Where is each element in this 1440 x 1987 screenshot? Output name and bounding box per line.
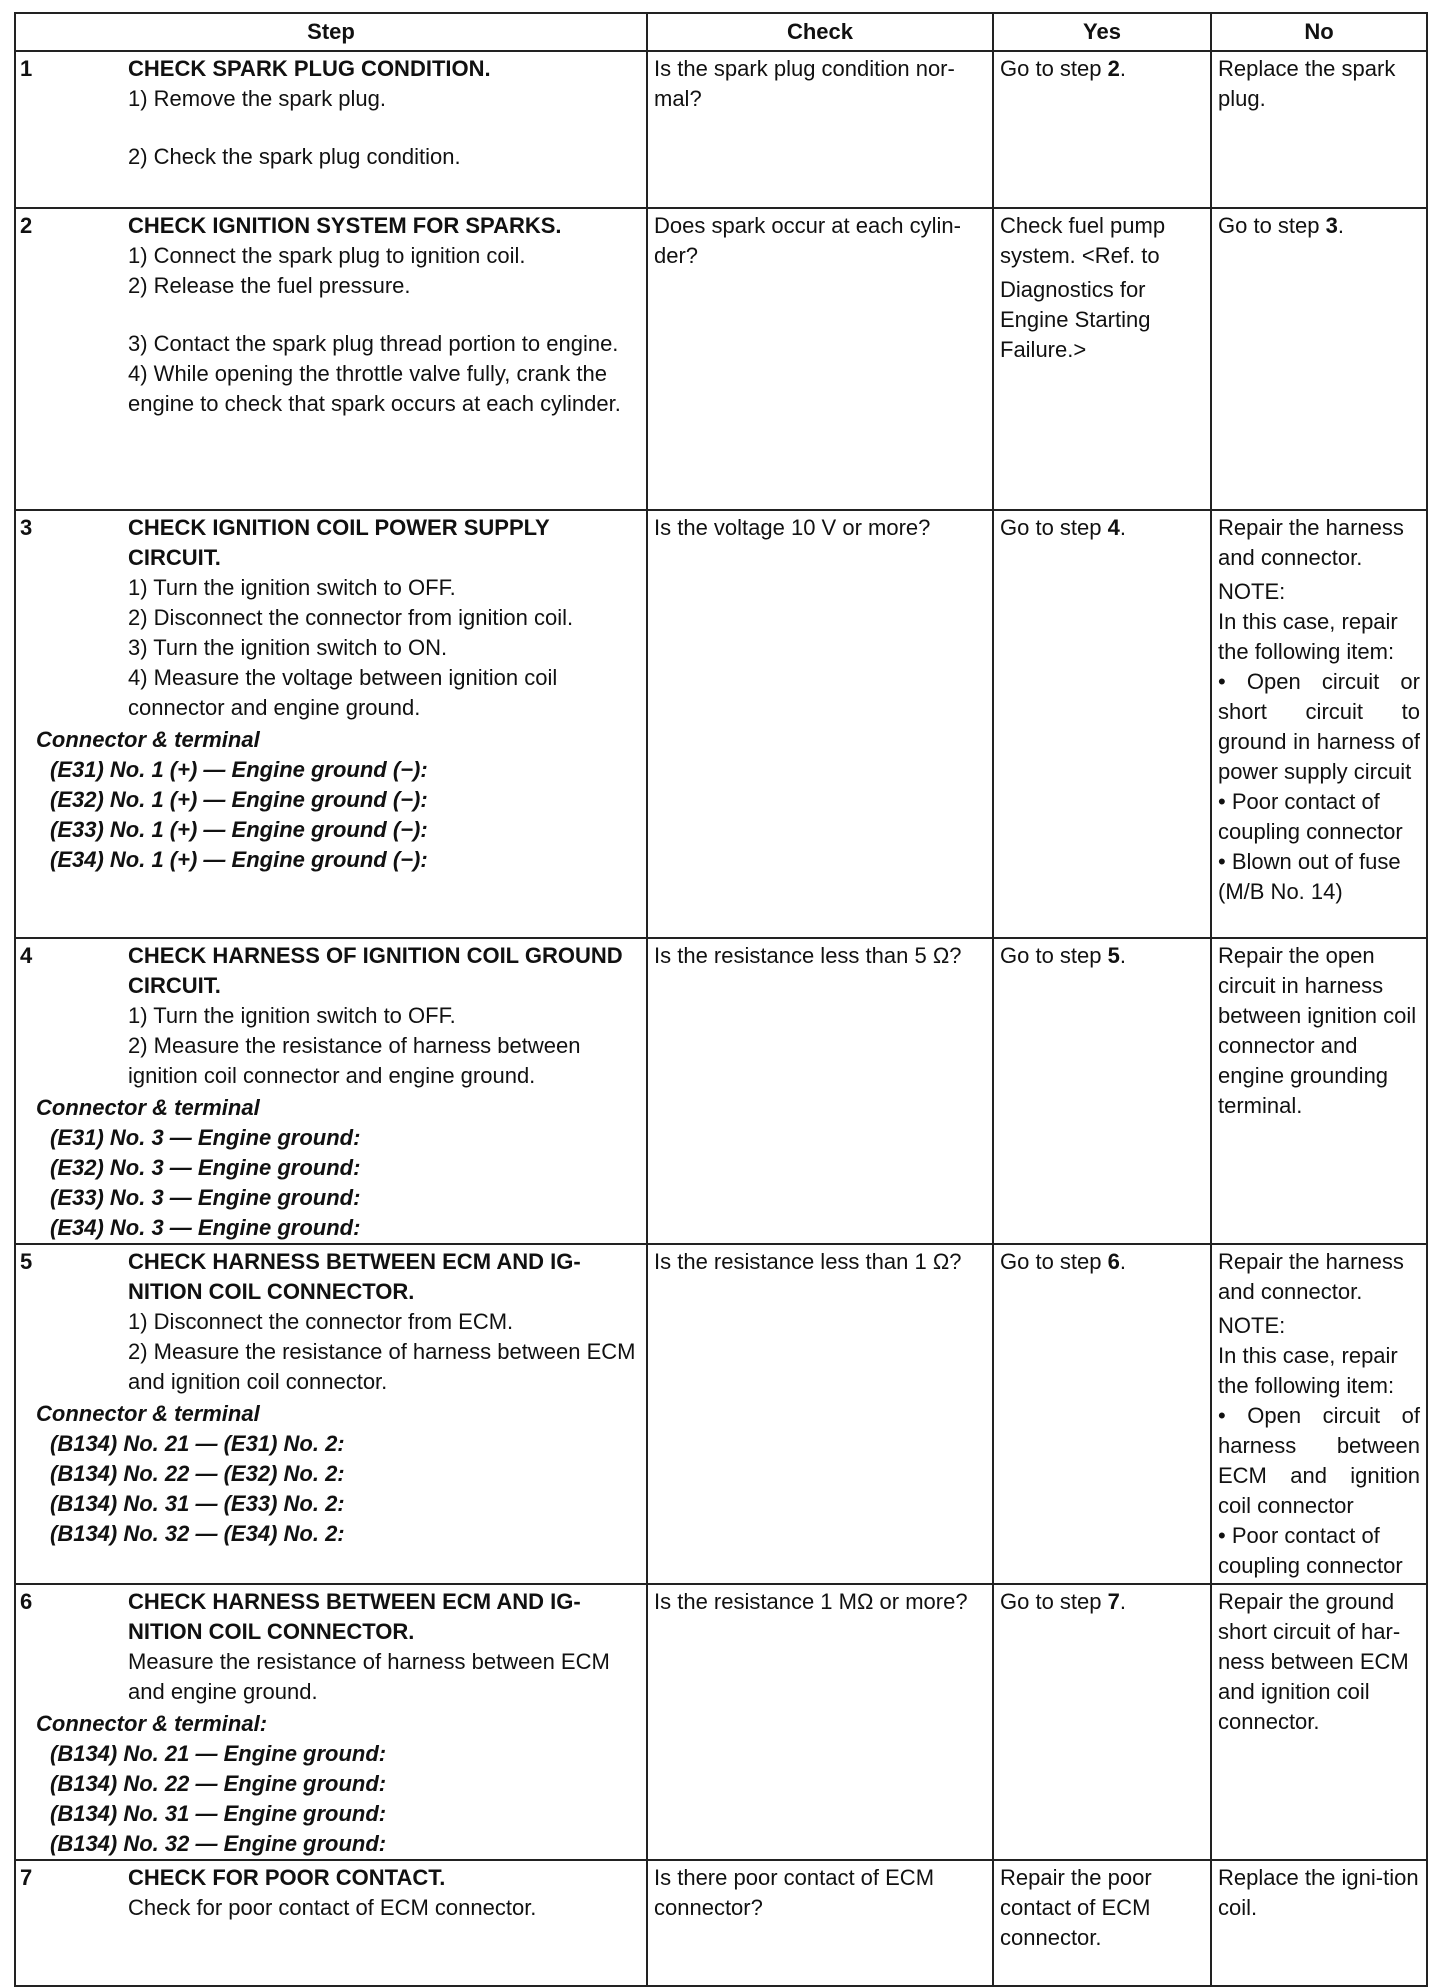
check-cell: Does spark occur at each cylin-der? [647, 208, 993, 510]
diagnostic-table [14, 12, 1428, 1987]
connector-terminal-item: (B134) No. 21 — Engine ground: [50, 1741, 387, 1766]
yes-step-ref: 4 [1107, 515, 1120, 540]
step-instruction: 2) Disconnect the connector from ignition coil. [128, 605, 574, 630]
table-row [15, 510, 1427, 938]
yes-cell [993, 510, 1211, 938]
check-cell: Is the voltage 10 V or more? [647, 510, 993, 938]
yes-cell [993, 1244, 1211, 1584]
yes-text: Check fuel pump system. <Ref. to [1000, 213, 1166, 268]
no-cell [1211, 1244, 1427, 1584]
header-row [15, 13, 1427, 51]
no-cell: Replace the igni-tion coil. [1211, 1860, 1427, 1986]
connector-terminal-item: (E31) No. 1 (+) — Engine ground (−): [50, 757, 428, 782]
connector-terminal-item: (B134) No. 21 — (E31) No. 2: [50, 1431, 345, 1456]
connector-terminal-item: (E32) No. 3 — Engine ground: [50, 1155, 361, 1180]
step-number: 4 [20, 943, 33, 968]
check-cell: Is the resistance less than 1 Ω? [647, 1244, 993, 1584]
no-cell [1211, 208, 1427, 510]
connector-terminal-item: (B134) No. 31 — (E33) No. 2: [50, 1491, 345, 1516]
connector-terminal-item: (E34) No. 1 (+) — Engine ground (−): [50, 847, 428, 872]
yes-cell [993, 51, 1211, 208]
step-instruction: Measure the resistance of harness between ECM and engine ground. [128, 1649, 610, 1704]
diagnostic-table-page [14, 12, 1426, 1987]
step-cell [15, 1584, 647, 1860]
no-text: Go to step [1218, 213, 1326, 238]
table-row [15, 938, 1427, 1244]
step-instruction: 1) Turn the ignition switch to OFF. [128, 575, 456, 600]
table-row [15, 208, 1427, 510]
step-instruction: 1) Disconnect the connector from ECM. [128, 1309, 514, 1334]
yes-text-end: . [1119, 943, 1126, 968]
yes-text: Go to step [1000, 515, 1108, 540]
yes-reference-link[interactable]: Diagnostics for Engine Starting Failure.> [1000, 277, 1151, 362]
yes-step-ref: 5 [1107, 943, 1120, 968]
connector-terminal-heading: Connector & terminal [36, 1401, 260, 1426]
step-number: 1 [20, 56, 33, 81]
yes-cell [993, 1584, 1211, 1860]
step-instruction: 1) Turn the ignition switch to OFF. [128, 1003, 456, 1028]
step-instruction: 2) Release the fuel pressure. [128, 273, 411, 298]
no-cell [1211, 510, 1427, 938]
step-title: CHECK SPARK PLUG CONDITION. [128, 56, 491, 81]
check-cell: Is the spark plug condition nor-mal? [647, 51, 993, 208]
step-number: 2 [20, 213, 33, 238]
no-list-item: • Open circuit of harness between ECM and ignition coil connector [1218, 1403, 1420, 1518]
step-cell [15, 938, 647, 1244]
no-list-item: • Open circuit or short circuit to ground in harness of power supply circuit [1218, 669, 1420, 784]
yes-text-end: . [1119, 1249, 1126, 1274]
check-cell: Is the resistance less than 5 Ω? [647, 938, 993, 1244]
connector-terminal-item: (E34) No. 3 — Engine ground: [50, 1215, 361, 1240]
connector-terminal-item: (B134) No. 22 — Engine ground: [50, 1771, 387, 1796]
step-instruction: 2) Check the spark plug condition. [128, 144, 461, 169]
yes-text: Go to step [1000, 943, 1108, 968]
step-title: CHECK IGNITION SYSTEM FOR SPARKS. [128, 213, 562, 238]
connector-terminal-item: (B134) No. 22 — (E32) No. 2: [50, 1461, 345, 1486]
no-cell: Repair the ground short circuit of har-ness between ECM and ignition coil connector. [1211, 1584, 1427, 1860]
yes-text: Go to step [1000, 1589, 1108, 1614]
connector-terminal-heading: Connector & terminal: [36, 1711, 268, 1736]
no-text: In this case, repair the following item: [1218, 609, 1398, 664]
check-cell: Is there poor contact of ECM connector? [647, 1860, 993, 1986]
table-row [15, 1244, 1427, 1584]
yes-step-ref: 7 [1107, 1589, 1120, 1614]
step-title: CHECK HARNESS BETWEEN ECM AND IG-NITION COIL CONNECTOR. [128, 1249, 581, 1304]
no-cell: Repair the open circuit in harness between ignition coil connector and engine grounding terminal. [1211, 938, 1427, 1244]
yes-step-ref: 2 [1107, 56, 1120, 81]
table-row [15, 1584, 1427, 1860]
yes-cell [993, 938, 1211, 1244]
step-title: CHECK HARNESS BETWEEN ECM AND IG-NITION COIL CONNECTOR. [128, 1589, 581, 1644]
header-yes: Yes [993, 13, 1211, 51]
note-label: NOTE: [1218, 579, 1286, 604]
step-title: CHECK HARNESS OF IGNITION COIL GROUND CIRCUIT. [128, 943, 623, 998]
step-instruction: 3) Contact the spark plug thread portion to engine. [128, 331, 619, 356]
yes-text-end: . [1119, 515, 1126, 540]
step-number: 5 [20, 1249, 33, 1274]
no-list-item: • Poor contact of coupling connector [1218, 789, 1403, 844]
header-step: Step [15, 13, 647, 51]
step-instruction: 2) Measure the resistance of harness between ECM and ignition coil connector. [128, 1339, 636, 1394]
step-cell [15, 1244, 647, 1584]
step-instruction: 4) Measure the voltage between ignition coil connector and engine ground. [128, 665, 558, 720]
no-text: Repair the harness and connector. [1218, 515, 1404, 570]
step-instruction: Check for poor contact of ECM connector. [128, 1895, 537, 1920]
step-cell [15, 51, 647, 208]
header-check: Check [647, 13, 993, 51]
header-no: No [1211, 13, 1427, 51]
table-row [15, 1860, 1427, 1986]
no-text-end: . [1337, 213, 1344, 238]
step-title: CHECK IGNITION COIL POWER SUPPLY CIRCUIT. [128, 515, 550, 570]
connector-terminal-item: (E33) No. 3 — Engine ground: [50, 1185, 361, 1210]
yes-cell [993, 208, 1211, 510]
yes-text-end: . [1119, 1589, 1126, 1614]
yes-step-ref: 6 [1107, 1249, 1120, 1274]
step-title: CHECK FOR POOR CONTACT. [128, 1865, 446, 1890]
connector-terminal-heading: Connector & terminal [36, 1095, 260, 1120]
table-row [15, 51, 1427, 208]
note-label: NOTE: [1218, 1313, 1286, 1338]
no-cell: Replace the spark plug. [1211, 51, 1427, 208]
step-instruction: 1) Remove the spark plug. [128, 86, 387, 111]
no-list-item: • Blown out of fuse (M/B No. 14) [1218, 849, 1401, 904]
step-instruction: 2) Measure the resistance of harness between ignition coil connector and engine ground. [128, 1033, 581, 1088]
step-instruction: 3) Turn the ignition switch to ON. [128, 635, 448, 660]
step-cell [15, 510, 647, 938]
yes-cell: Repair the poor contact of ECM connector. [993, 1860, 1211, 1986]
connector-terminal-item: (E33) No. 1 (+) — Engine ground (−): [50, 817, 428, 842]
step-instruction: 1) Connect the spark plug to ignition coil. [128, 243, 526, 268]
yes-text-end: . [1119, 56, 1126, 81]
connector-terminal-item: (B134) No. 31 — Engine ground: [50, 1801, 387, 1826]
no-list-item: • Poor contact of coupling connector [1218, 1523, 1403, 1578]
yes-text: Go to step [1000, 56, 1108, 81]
no-text: Repair the harness and connector. [1218, 1249, 1404, 1304]
connector-terminal-item: (B134) No. 32 — Engine ground: [50, 1831, 387, 1856]
no-text: In this case, repair the following item: [1218, 1343, 1398, 1398]
connector-terminal-heading: Connector & terminal [36, 727, 260, 752]
connector-terminal-item: (B134) No. 32 — (E34) No. 2: [50, 1521, 345, 1546]
step-instruction: 4) While opening the throttle valve fully, crank the engine to check that spark occurs at each cylinder. [128, 361, 621, 416]
step-cell [15, 208, 647, 510]
connector-terminal-item: (E32) No. 1 (+) — Engine ground (−): [50, 787, 428, 812]
step-number: 7 [20, 1865, 33, 1890]
step-number: 3 [20, 515, 33, 540]
connector-terminal-item: (E31) No. 3 — Engine ground: [50, 1125, 361, 1150]
step-number: 6 [20, 1589, 33, 1614]
no-step-ref: 3 [1325, 213, 1338, 238]
check-cell: Is the resistance 1 MΩ or more? [647, 1584, 993, 1860]
step-cell [15, 1860, 647, 1986]
yes-text: Go to step [1000, 1249, 1108, 1274]
